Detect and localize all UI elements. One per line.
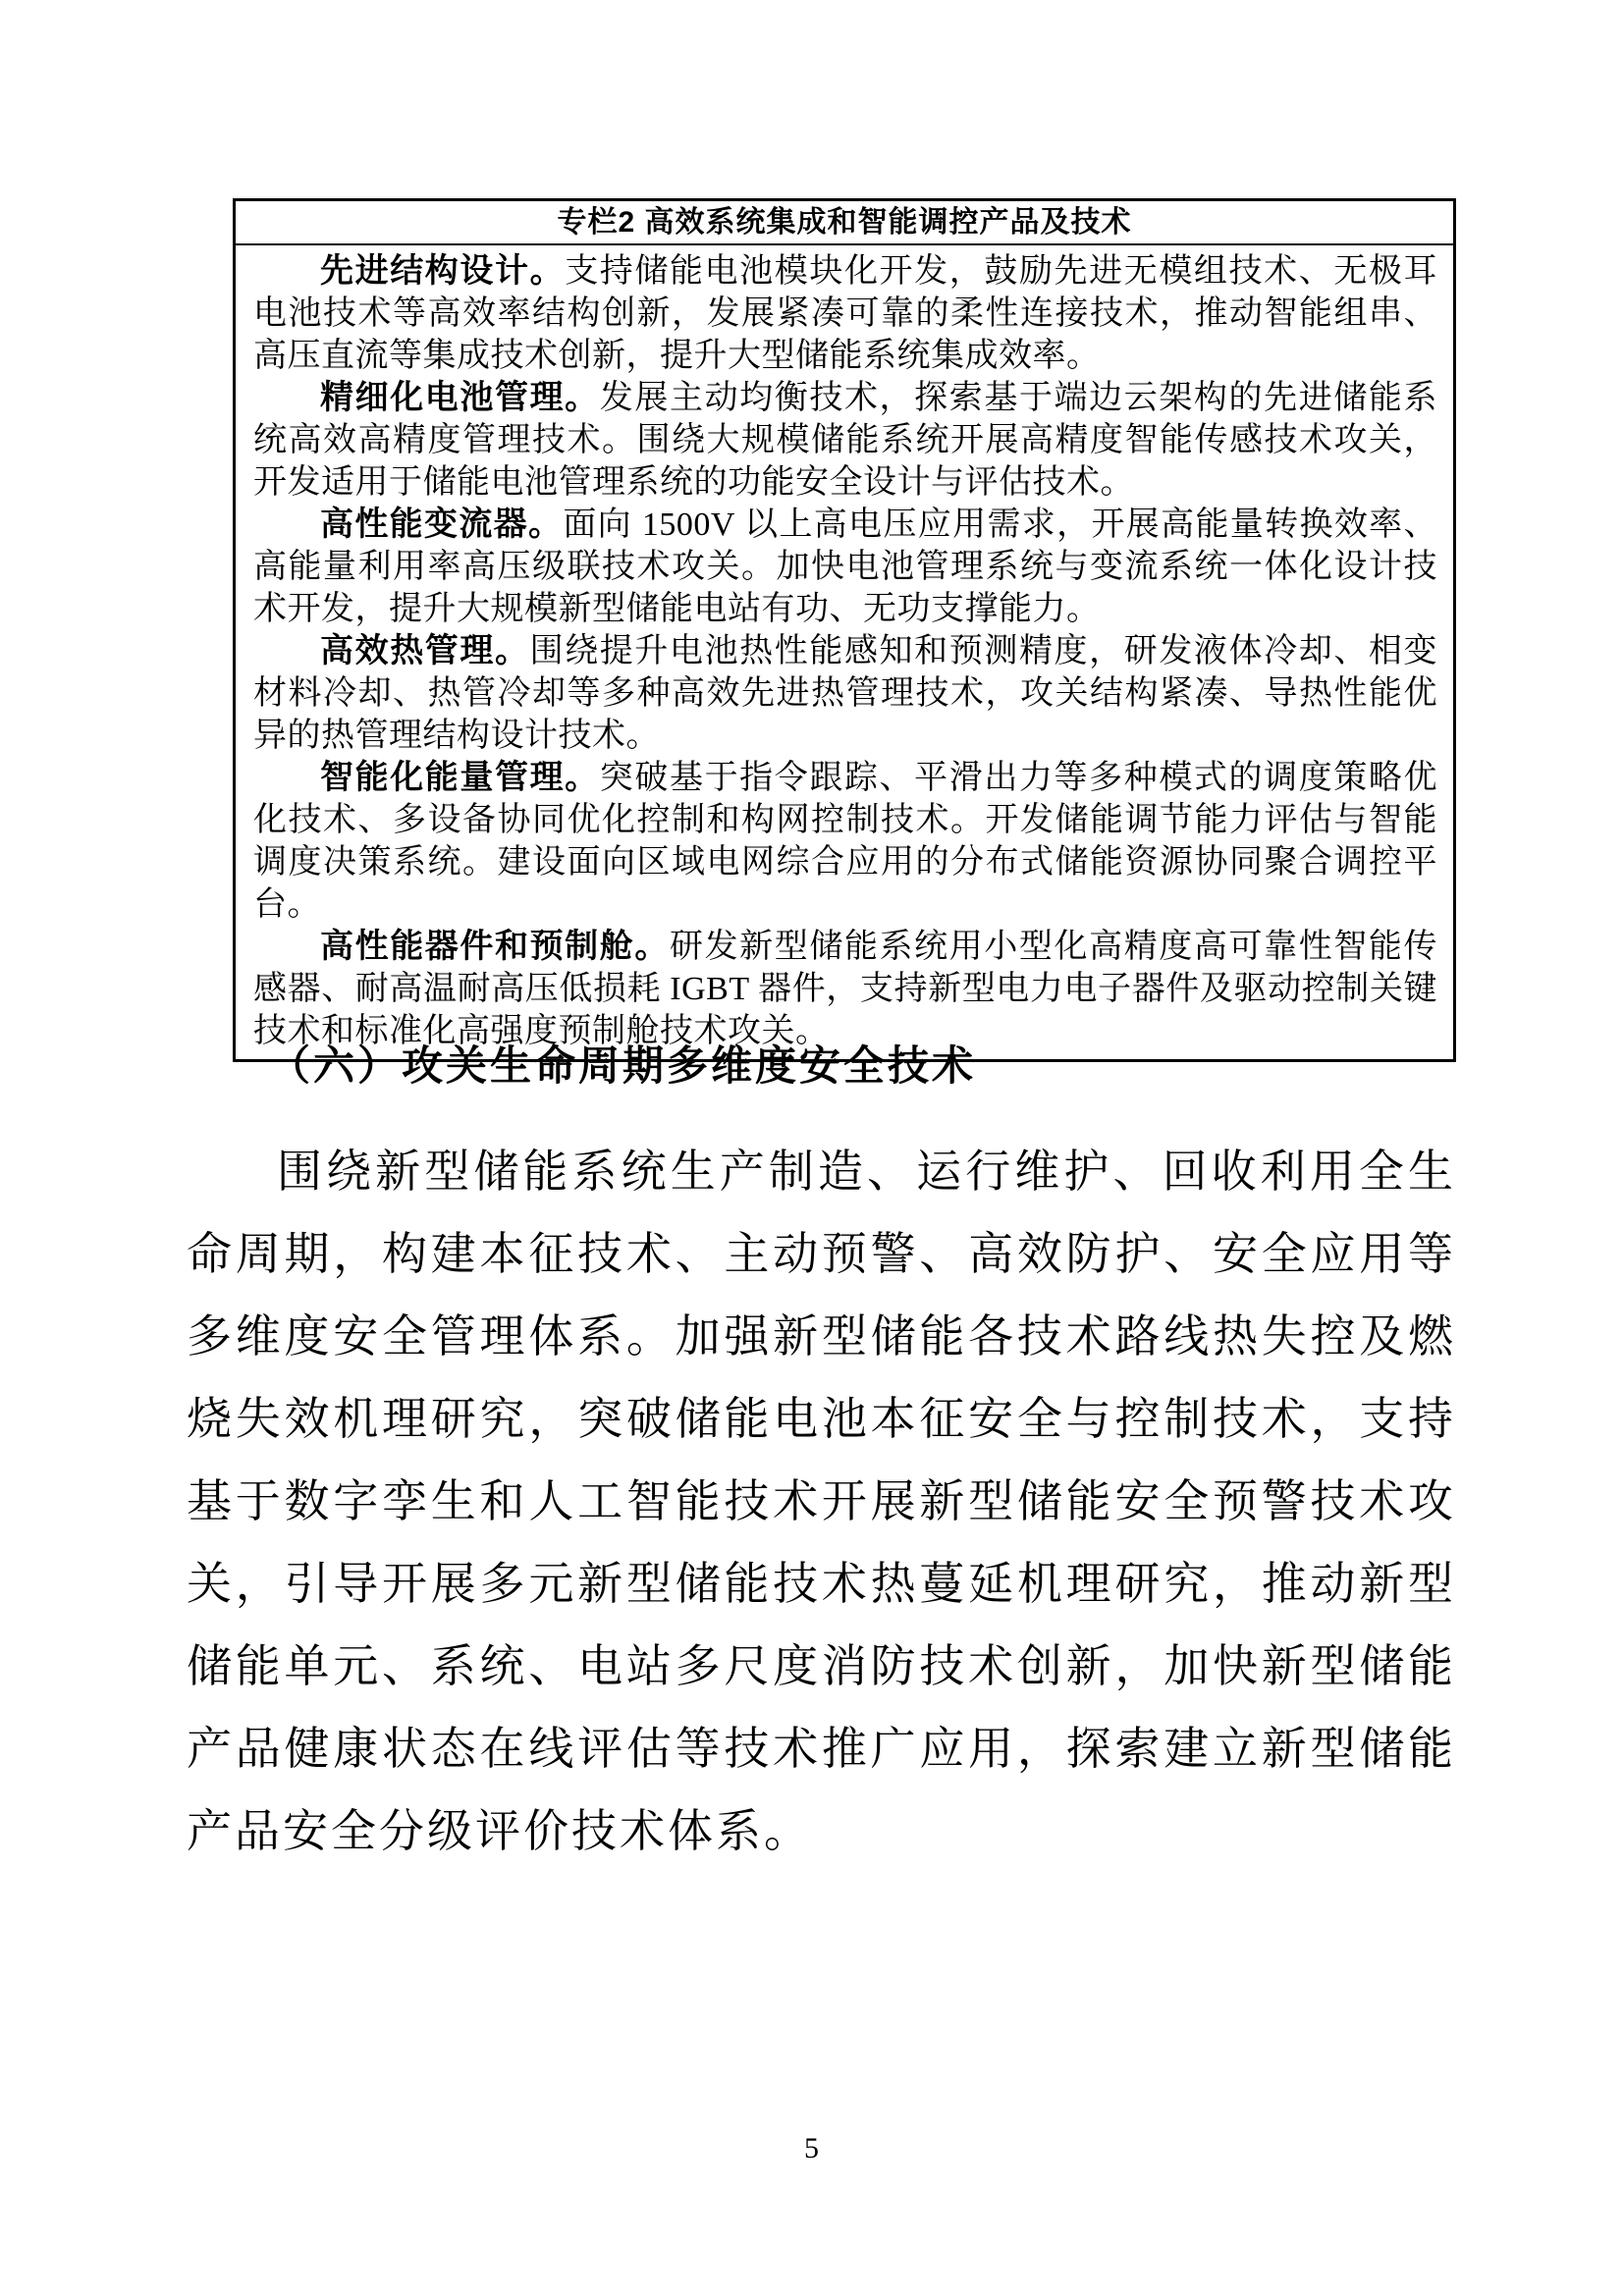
paragraph-text: 突破基于指令跟踪、平滑出力等多种模式的调度策略优化技术、多设备协同优化控制和构网控制技术。开发储能调节能力评估与智能调度决策系统。建设面向区域电网综合应用的分布式储能资源协同聚合调控平台。 <box>253 760 1438 923</box>
callout-box-body <box>236 245 1453 1059</box>
panel-paragraph <box>253 757 1437 926</box>
paragraph-lead: 高性能器件和预制舱。 <box>320 929 670 965</box>
panel-paragraph <box>253 926 1437 1052</box>
callout-box-title: 专栏2 高效系统集成和智能调控产品及技术 <box>236 201 1453 245</box>
paragraph-lead: 高效热管理。 <box>320 633 530 669</box>
panel-paragraph <box>253 504 1437 630</box>
paragraph-lead: 精细化电池管理。 <box>320 380 600 416</box>
paragraph-lead: 智能化能量管理。 <box>320 760 600 796</box>
section-paragraph: 围绕新型储能系统生产制造、运行维护、回收利用全生命周期，构建本征技术、主动预警、高效防护、安全应用等多维度安全管理体系。加强新型储能各技术路线热失控及燃烧失效机理研究，突破储能电池本征安全与控制技术，支持基于数字孪生和人工智能技术开展新型储能安全预警技术攻关，引导开展多元新型储能技术热蔓延机理研究，推动新型储能单元、系统、电站多尺度消防技术创新，加快新型储能产品健康状态在线评估等技术推广应用，探索建立新型储能产品安全分级评价技术体系。 <box>187 1147 1456 1856</box>
panel-paragraph <box>253 630 1437 757</box>
paragraph-text: 支持储能电池模块化开发，鼓励先进无模组技术、无极耳电池技术等高效率结构创新，发展紧凑可靠的柔性连接技术，推动智能组串、高压直流等集成技术创新，提升大型储能系统集成效率。 <box>253 253 1438 374</box>
callout-box <box>233 198 1456 1062</box>
paragraph-text: 研发新型储能系统用小型化高精度高可靠性智能传感器、耐高温耐高压低损耗 IGBT 器件，支持新型电力电子器件及驱动控制关键技术和标准化高强度预制舱技术攻关。 <box>253 929 1437 1049</box>
paragraph-text: 面向 1500V 以上高电压应用需求，开展高能量转换效率、高能量利用率高压级联技术攻关。加快电池管理系统与变流系统一体化设计技术开发，提升大规模新型储能电站有功、无功支撑能力。 <box>253 507 1437 627</box>
paragraph-lead: 高性能变流器。 <box>320 507 564 543</box>
paragraph-text: 发展主动均衡技术，探索基于端边云架构的先进储能系统高效高精度管理技术。围绕大规模储能系统开展高精度智能传感技术攻关，开发适用于储能电池管理系统的功能安全设计与评估技术。 <box>253 380 1438 501</box>
panel-paragraph <box>253 250 1437 377</box>
panel-paragraph <box>253 377 1437 504</box>
paragraph-text: 围绕提升电池热性能感知和预测精度，研发液体冷却、相变材料冷却、热管冷却等多种高效先进热管理技术，攻关结构紧凑、导热性能优异的热管理结构设计技术。 <box>253 633 1438 754</box>
section-heading: （六）攻关生命周期多维度安全技术 <box>269 1044 977 1090</box>
paragraph-lead: 先进结构设计。 <box>320 253 566 290</box>
page-number: 5 <box>804 2132 819 2164</box>
